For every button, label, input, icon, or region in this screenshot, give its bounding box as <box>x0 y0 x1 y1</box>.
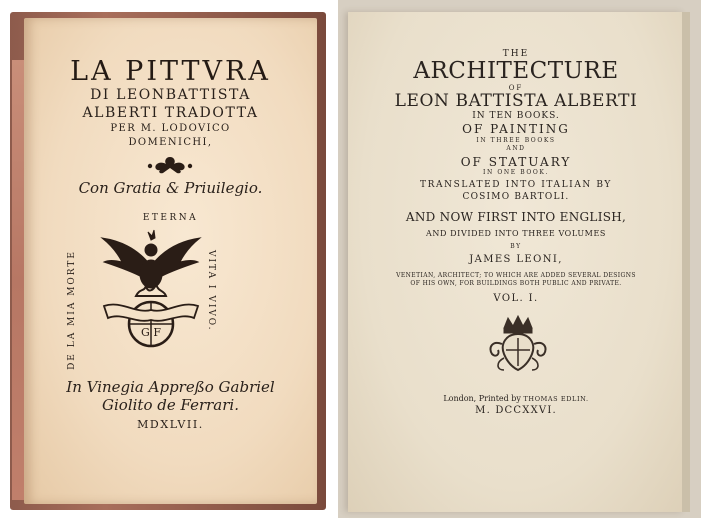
left-imprint-line-2: Giolito de Ferrari. <box>102 396 239 414</box>
right-in-one-book: IN ONE BOOK. <box>483 169 549 176</box>
right-title: ARCHITECTURE <box>413 58 619 84</box>
right-now-english: AND NOW FIRST INTO ENGLISH, <box>405 210 627 224</box>
right-and: AND <box>506 145 526 152</box>
right-translated: TRANSLATED INTO ITALIAN BY <box>420 180 612 190</box>
right-printed-line <box>348 394 684 403</box>
left-motto-left: DE LA MIA MORTE <box>67 250 77 370</box>
left-title-line-4: PER M. LODOVICO <box>110 123 231 134</box>
left-privilege-line: Con Gratia & Priuilegio. <box>78 179 263 197</box>
right-in-three-books: IN THREE BOOKS <box>476 137 556 144</box>
right-year: M. DCCXXVI. <box>475 405 557 416</box>
right-of-painting: OF PAINTING <box>462 122 570 136</box>
left-motto-right: VITA I VIVO. <box>206 250 216 332</box>
right-in-ten-books: IN TEN BOOKS. <box>472 111 560 121</box>
right-of: OF <box>508 84 524 92</box>
phoenix-emblem-icon <box>96 226 206 356</box>
left-book-binding-edge <box>12 60 24 500</box>
left-motto-top: ETERNA <box>142 213 199 223</box>
fleuron-ornament-icon <box>146 154 194 176</box>
left-date: MDXLVII. <box>137 418 204 431</box>
left-title-line-5: DOMENICHI, <box>128 137 213 148</box>
crown-ornament-icon <box>484 314 552 374</box>
left-title-line-3: ALBERTI TRADOTTA <box>82 105 259 121</box>
right-of-statuary: OF STATUARY <box>460 155 572 169</box>
right-printer: THOMAS EDLIN. <box>523 395 589 403</box>
right-venetian-line-2: OF HIS OWN, FOR BUILDINGS BOTH PUBLIC AND PRIVATE. <box>410 280 622 287</box>
right-author: LEON BATTISTA ALBERTI <box>394 91 638 111</box>
right-by: BY <box>510 243 522 250</box>
left-imprint-line-1: In Vinegia Appreßo Gabriel <box>66 378 275 396</box>
right-printed-prefix: London, Printed by <box>443 394 524 403</box>
emblem-letters: G F <box>141 326 161 339</box>
right-volume: VOL. I. <box>493 293 539 304</box>
left-title-line-1: LA PITTVRA <box>70 56 271 87</box>
right-leoni: JAMES LEONI, <box>469 254 563 265</box>
right-divided: AND DIVIDED INTO THREE VOLUMES <box>426 229 606 238</box>
left-title-line-2: DI LEONBATTISTA <box>90 87 251 103</box>
right-the: THE <box>502 49 530 59</box>
right-venetian-line-1: VENETIAN, ARCHITECT; TO WHICH ARE ADDED SEVERAL DESIGNS <box>396 272 636 279</box>
right-translator: COSIMO BARTOLI. <box>462 192 570 202</box>
